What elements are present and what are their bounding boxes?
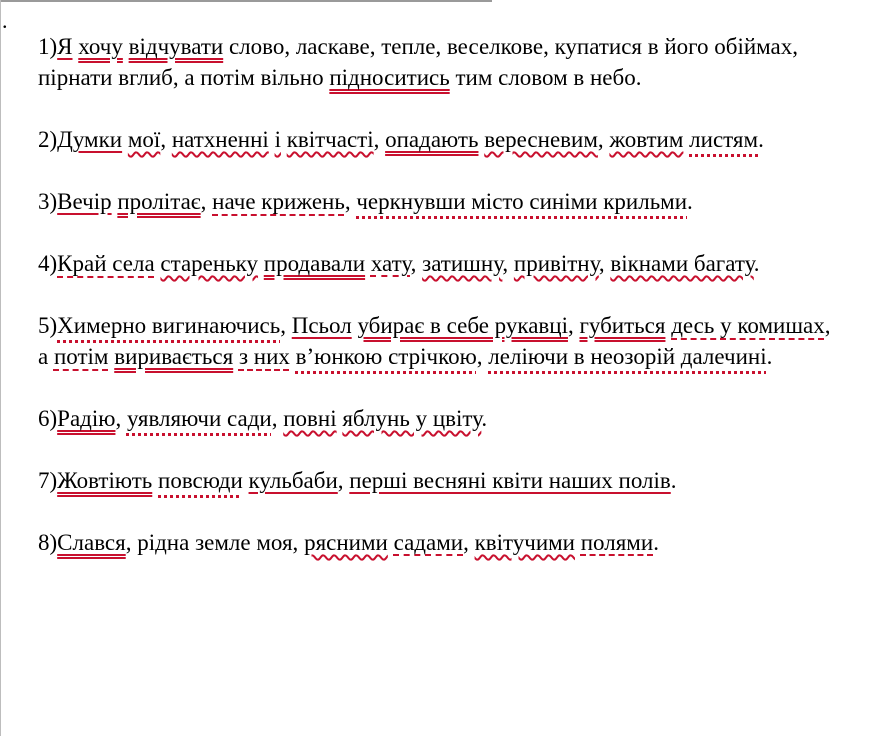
sentence-8: [38, 527, 838, 558]
text-segment: .: [753, 251, 760, 276]
text-segment: ,: [502, 251, 514, 276]
underlined-pred: пролітає: [117, 189, 201, 214]
text-segment: 6): [38, 406, 58, 431]
underlined-subj: Я: [57, 34, 73, 59]
document-body: [38, 31, 838, 589]
underlined-pred: губиться: [579, 313, 666, 338]
underlined-obj: садами: [393, 530, 464, 555]
underlined-pred: продавали: [263, 251, 366, 276]
text-segment: .: [687, 189, 693, 214]
underlined-obj: полями: [580, 530, 654, 555]
sentence-7: [38, 465, 838, 496]
underlined-subj: перші весняні квіти наших полів: [349, 468, 671, 493]
underlined-attr: квітучими: [474, 530, 575, 555]
text-segment: слово, ласкаве, тепле, веселкове, купатися в його обіймах, пірнати вглиб, а потім вільно: [38, 34, 799, 90]
underlined-attr: натхненні: [171, 127, 269, 152]
corner-dot: .: [2, 8, 8, 33]
underlined-attr: жовтим: [609, 127, 684, 152]
underlined-advp: в’юнкою стрічкою: [295, 344, 477, 369]
underlined-pred: Слався: [57, 530, 126, 555]
underlined-attr: квітчасті: [286, 127, 374, 152]
underlined-advp: леліючи в неозорій далечині: [488, 344, 767, 369]
left-border-line: [0, 0, 1, 736]
text-segment: .: [481, 406, 488, 431]
underlined-pred: опадають: [385, 127, 479, 152]
text-segment: ,: [115, 406, 127, 431]
underlined-advp: Химерно вигинаючись: [57, 313, 281, 338]
text-segment: ,: [597, 127, 610, 152]
text-segment: 4): [38, 251, 58, 276]
underlined-adv: наче крижень: [212, 189, 345, 214]
underlined-pred: Жовтіють: [57, 468, 153, 493]
underlined-adv: Край села: [57, 251, 155, 276]
text-segment: .: [670, 468, 677, 493]
underlined-subj: Думки: [57, 127, 123, 152]
underlined-attr: рясними: [304, 530, 388, 555]
underlined-attr: яблунь у цвіту: [342, 406, 482, 431]
underlined-attr: мої: [127, 127, 161, 152]
text-segment: 7): [38, 468, 58, 493]
text-segment: 8): [38, 530, 58, 555]
underlined-pred: відчувати: [128, 34, 224, 59]
text-segment: ,: [598, 251, 611, 276]
text-segment: , рідна земле моя,: [125, 530, 305, 555]
underlined-advp: уявляючи сади: [126, 406, 272, 431]
underlined-pred: виривається: [114, 344, 234, 369]
text-segment: 3): [38, 189, 58, 214]
text-segment: .: [758, 127, 764, 152]
text-segment: ,: [567, 313, 580, 338]
underlined-attr: вересневим: [484, 127, 598, 152]
text-segment: , а: [38, 313, 831, 369]
text-segment: ,: [271, 406, 284, 431]
text-segment: 5): [38, 313, 58, 338]
underlined-pred: підноситись: [329, 65, 450, 90]
sentence-2: [38, 124, 838, 155]
underlined-attr: повні: [283, 406, 337, 431]
text-segment: ,: [160, 127, 172, 152]
sentence-5: [38, 310, 838, 372]
underlined-advp: повсюди: [158, 468, 243, 493]
text-segment: ,: [337, 468, 350, 493]
underlined-subj: Вечір: [57, 189, 112, 214]
text-segment: ,: [463, 530, 475, 555]
sentence-6: [38, 403, 838, 434]
sentence-3: [38, 186, 838, 217]
text-segment: ,: [410, 251, 423, 276]
underlined-adv: десь у комишах: [671, 313, 825, 338]
text-segment: ,: [476, 344, 489, 369]
underlined-advp: листям: [689, 127, 759, 152]
sentence-4: [38, 248, 838, 279]
text-segment: ,: [280, 313, 292, 338]
text-segment: 1): [38, 34, 58, 59]
underlined-pred: убирає в себе рукавці: [357, 313, 568, 338]
underlined-subj: Псьол: [291, 313, 352, 338]
text-segment: ,: [373, 127, 386, 152]
underlined-attr: стареньку: [160, 251, 259, 276]
text-segment: .: [653, 530, 659, 555]
text-segment: .: [766, 344, 773, 369]
sentence-1: [38, 31, 838, 93]
top-border-line: [0, 0, 492, 2]
text-segment: тим словом в небо.: [449, 65, 642, 90]
underlined-pred: Радію: [57, 406, 116, 431]
underlined-attr: вікнами багату: [610, 251, 754, 276]
text-segment: 2): [38, 127, 58, 152]
underlined-advp: черкнувши місто синіми крильми: [356, 189, 688, 214]
underlined-attr: затишну: [422, 251, 503, 276]
underlined-adv: з них: [238, 344, 290, 369]
underlined-attr: і: [274, 127, 281, 152]
underlined-subj: кульбаби: [248, 468, 338, 493]
underlined-attr: привітну: [513, 251, 599, 276]
underlined-obj: хату: [370, 251, 411, 276]
text-segment: ,: [200, 189, 213, 214]
underlined-pred: хочу: [78, 34, 123, 59]
underlined-adv: потім: [53, 344, 109, 369]
text-segment: ,: [344, 189, 357, 214]
